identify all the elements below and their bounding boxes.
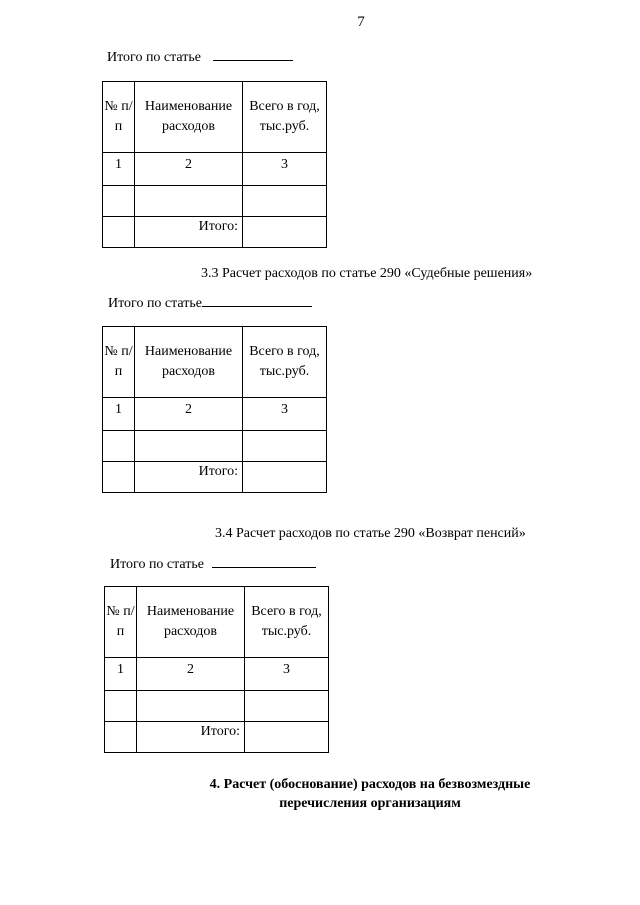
table-number-row: [103, 153, 327, 186]
col-number-2: 2: [135, 398, 243, 431]
empty-cell: [103, 462, 135, 493]
total-by-article-line: [108, 296, 312, 312]
expense-table: [102, 81, 327, 248]
table-header-row: [105, 587, 329, 658]
total-by-article-label: Итого по статье: [108, 296, 203, 311]
col-number-1: 1: [105, 658, 137, 691]
header-expense-name: Наименование расходов: [137, 587, 245, 658]
total-value-cell: [243, 462, 327, 493]
table-total-row: [103, 217, 327, 248]
empty-cell: [103, 186, 135, 217]
total-by-article-label: Итого по статье: [107, 50, 202, 65]
empty-cell: [103, 217, 135, 248]
section-4-heading-line-2: перечисления организациям: [279, 796, 461, 811]
total-by-article-label: Итого по статье: [110, 557, 205, 572]
empty-cell: [243, 186, 327, 217]
total-by-article-line: [107, 50, 293, 66]
table-header-row: [103, 82, 327, 153]
table-empty-row: [105, 691, 329, 722]
table-number-row: [105, 658, 329, 691]
empty-cell: [105, 691, 137, 722]
header-expense-name: Наименование расходов: [135, 82, 243, 153]
table-total-row: [103, 462, 327, 493]
col-number-2: 2: [137, 658, 245, 691]
section-heading: 3.3 Расчет расходов по статье 290 «Судебные решения»: [201, 266, 533, 281]
header-total-per-year: Всего в год, тыс.руб.: [243, 82, 327, 153]
col-number-2: 2: [135, 153, 243, 186]
header-no: № п/п: [105, 587, 137, 658]
header-total-per-year: Всего в год, тыс.руб.: [245, 587, 329, 658]
blank-line: [213, 59, 293, 61]
header-total-per-year: Всего в год, тыс.руб.: [243, 327, 327, 398]
col-number-1: 1: [103, 398, 135, 431]
total-by-article-line: [110, 557, 316, 573]
header-no: № п/п: [103, 327, 135, 398]
empty-cell: [105, 722, 137, 753]
total-label: Итого:: [135, 217, 243, 248]
table-total-row: [105, 722, 329, 753]
col-number-3: 3: [243, 398, 327, 431]
col-number-1: 1: [103, 153, 135, 186]
table-empty-row: [103, 186, 327, 217]
col-number-3: 3: [243, 153, 327, 186]
col-number-3: 3: [245, 658, 329, 691]
header-expense-name: Наименование расходов: [135, 327, 243, 398]
empty-cell: [135, 431, 243, 462]
page-number: 7: [357, 14, 365, 30]
section-4-heading-line-1: 4. Расчет (обоснование) расходов на безвозмездные: [209, 777, 531, 792]
total-label: Итого:: [135, 462, 243, 493]
empty-cell: [103, 431, 135, 462]
blank-line: [202, 305, 312, 307]
total-value-cell: [245, 722, 329, 753]
total-value-cell: [243, 217, 327, 248]
empty-cell: [135, 186, 243, 217]
table-header-row: [103, 327, 327, 398]
table-number-row: [103, 398, 327, 431]
empty-cell: [245, 691, 329, 722]
header-no: № п/п: [103, 82, 135, 153]
empty-cell: [137, 691, 245, 722]
section-4-heading: [120, 775, 620, 813]
section-heading: 3.4 Расчет расходов по статье 290 «Возврат пенсий»: [215, 526, 526, 541]
expense-table: [104, 586, 329, 753]
table-empty-row: [103, 431, 327, 462]
empty-cell: [243, 431, 327, 462]
blank-line: [212, 566, 316, 568]
total-label: Итого:: [137, 722, 245, 753]
expense-table: [102, 326, 327, 493]
